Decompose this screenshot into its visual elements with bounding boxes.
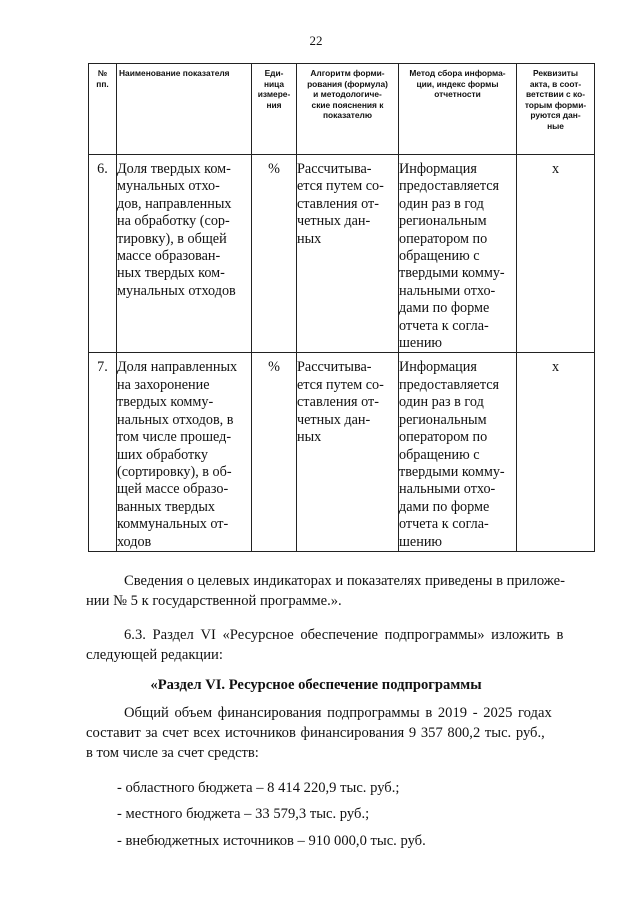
algorithm-cell: Рассчитыва- ется путем со- ставления от- четных дан- ных [297,155,399,353]
table-header-row [89,64,595,155]
list-item: - областного бюджета – 8 414 220,9 тыс. руб.; [117,780,400,796]
header-algorithm: Алгоритм форми- рования (формула) и методологиче- ские пояснения к показателю [297,64,399,155]
list-item: - местного бюджета – 33 579,3 тыс. руб.; [117,806,370,822]
indicators-note-paragraph: Сведения о целевых индикаторах и показателях приведены в приложе- нии № 5 к государственной программе.». [86,573,566,609]
financing-paragraph: Общий объем финансирования подпрограммы в 2019 - 2025 годах составит за счет всех источников финансирования 9 357 800,2 тыс. руб., в том числе за счет средств: [86,705,552,761]
requisites-cell: x [517,155,595,353]
section-amend-paragraph: 6.3. Раздел VI «Ресурсное обеспечение подпрограммы» изложить в следующей редакции: [86,627,564,663]
row-number: 7. [89,353,117,551]
method-cell: Информация предоставляется один раз в год региональным оператором по обращению с твердыми комму- нальными отхо- дами по форме отчета к согла- шению [399,155,517,353]
row-number: 6. [89,155,117,353]
unit-cell: % [252,155,297,353]
indicators-table [88,63,595,552]
header-unit: Еди- ница измере- ния [252,64,297,155]
requisites-cell: x [517,353,595,551]
header-name: Наименование показателя [117,64,252,155]
algorithm-cell: Рассчитыва- ется путем со- ставления от- четных дан- ных [297,353,399,551]
page-number: 22 [309,33,323,48]
unit-cell: % [252,353,297,551]
table-row [89,155,595,353]
list-item: - внебюджетных источников – 910 000,0 тыс. руб. [117,833,426,849]
method-cell: Информация предоставляется один раз в год региональным оператором по обращению с твердыми комму- нальными отхо- дами по форме отчета к согла- шению [399,353,517,551]
indicator-name: Доля направленных на захоронение твердых комму- нальных отходов, в том числе прошед- ших обработку (сортировку), в об- щей массе образо- ванных твердых коммунальных от- ходов [117,353,252,551]
header-num: № пп. [89,64,117,155]
section-heading: «Раздел VI. Ресурсное обеспечение подпрограммы [150,677,482,693]
header-method: Метод сбора информа- ции, индекс формы отчетности [399,64,517,155]
indicator-name: Доля твердых ком- мунальных отхо- дов, направленных на обработку (сор- тировку), в общей массе образован- ных твердых ком- мунальных отходов [117,155,252,353]
header-requisites: Реквизиты акта, в соот- ветствии с ко- торым форми- руются дан- ные [517,64,595,155]
table-row [89,353,595,551]
